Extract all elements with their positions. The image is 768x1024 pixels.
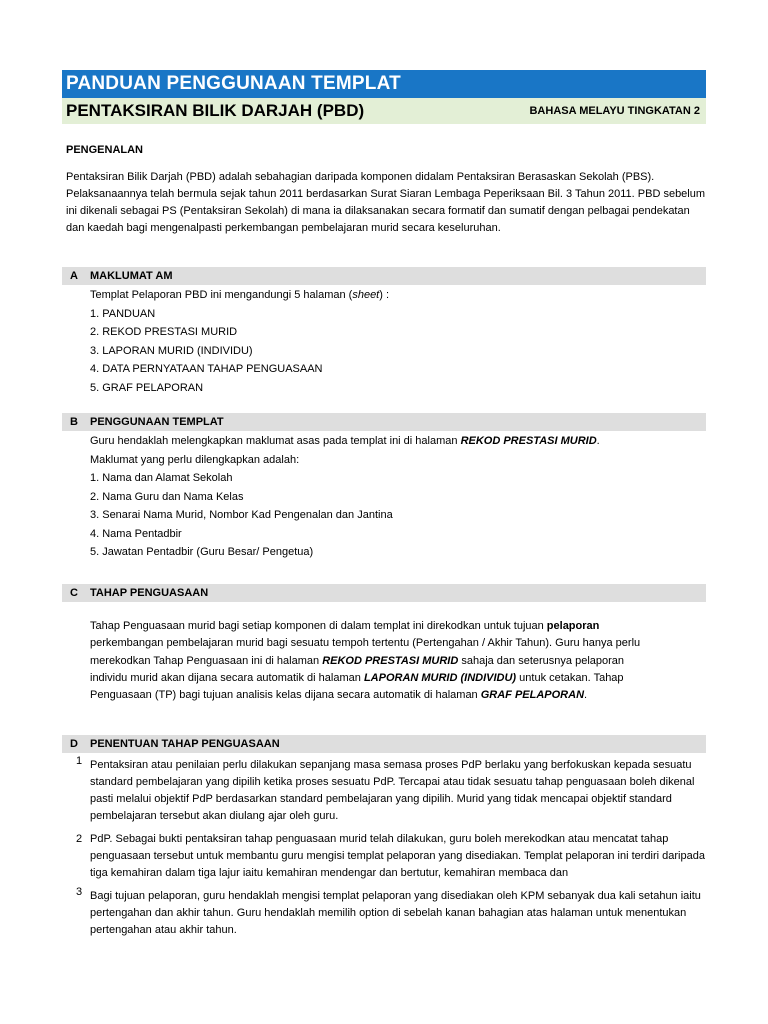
item-text: Pentaksiran atau penilaian perlu dilakukan sepanjang masa semasa proses PdP berlaku yang berfokuskan kepada sesuatu standard pembelajaran yang dipilih ketika proses sesuatu PdP. Tercapai atau tidak sesuatu tahap penguasaan boleh dikenal pasti melalui objektif PdP berdasarkan standard pembelajaran yang dipilih. Murid yang tidak mencapai objektif standard pembelajaran tersebut akan diulang ajar oleh guru.: [90, 759, 695, 822]
section-b-line2: Maklumat yang perlu dilengkapkan adalah:: [90, 453, 300, 466]
section-title: PENGGUNAAN TEMPLAT: [90, 416, 224, 428]
section-d-item-2: [76, 831, 706, 883]
item-number: 3: [76, 886, 83, 898]
section-letter: B: [70, 416, 78, 428]
subtitle-bar: [62, 98, 706, 124]
list-item: 4. DATA PERNYATAAN TAHAP PENGUASAAN: [90, 363, 323, 375]
section-letter: D: [70, 738, 78, 750]
item-text: Bagi tujuan pelaporan, guru hendaklah mengisi templat pelaporan yang disediakan oleh KPM sebanyak dua kali setahun iaitu pertengahan dan akhir tahun. Guru hendaklah memilih option di sebelah kanan bahagian atas halaman untuk menentukan pertengahan atau akhir tahun.: [90, 890, 701, 936]
list-item: 1. Nama dan Alamat Sekolah: [90, 472, 233, 484]
section-letter: A: [70, 270, 78, 282]
list-item: 4. Nama Pentadbir: [90, 527, 182, 540]
section-letter: C: [70, 587, 78, 599]
section-b-header: [62, 413, 706, 431]
section-a-header: [62, 267, 706, 285]
list-item: 5. GRAF PELAPORAN: [90, 381, 204, 394]
intro-heading: PENGENALAN: [66, 144, 144, 156]
section-title: TAHAP PENGUASAAN: [90, 587, 209, 599]
section-title: MAKLUMAT AM: [90, 270, 173, 282]
list-item: 2. Nama Guru dan Nama Kelas: [90, 490, 244, 503]
section-d-header: [62, 735, 706, 753]
section-c-paragraph: Tahap Penguasaan murid bagi setiap komponen di dalam templat ini direkodkan untuk tujuan pelaporan perkembangan pembelajaran murid bagi sesuatu tempoh tertentu (Pertengahan / Akhir Tahun). Guru hanya perlu merekodkan Tahap Penguasaan ini di halaman REKOD PRESTASI MURID sahaja dan seterusnya pelaporan individu murid akan dijana secara automatik di halaman LAPORAN MURID (INDIVIDU) untuk cetakan. Tahap Penguasaan (TP) bagi tujuan analisis kelas dijana secara automatik di halaman GRAF PELAPORAN.: [90, 620, 641, 702]
section-d-item-1: [76, 757, 706, 827]
intro-paragraph: Pentaksiran Bilik Darjah (PBD) adalah sebahagian daripada komponen didalam Pentaksiran Berasaskan Sekolah (PBS). Pelaksanaannya telah bermula sejak tahun 2011 berdasarkan Surat Siaran Lembaga Peperiksaan Bil. 3 Tahun 2011. PBD sebelum ini dikenali sebagai PS (Pentaksiran Sekolah) di mana ia dilaksanakan secara formatif dan sumatif dengan pelbagai pendekatan dan kaedah bagi mengenalpasti perkembangan pembelajaran murid secara keseluruhan.: [66, 171, 706, 234]
document-title: PANDUAN PENGGUNAAN TEMPLAT: [62, 70, 706, 98]
subject-label: BAHASA MELAYU TINGKATAN 2: [529, 105, 700, 117]
section-b-line1: Guru hendaklah melengkapkan maklumat asas pada templat ini di halaman REKOD PRESTASI MURID.: [90, 435, 600, 447]
section-c-header: [62, 584, 706, 602]
section-d-item-3: [76, 888, 706, 940]
list-item: 3. LAPORAN MURID (INDIVIDU): [90, 344, 253, 357]
document-subtitle: PENTAKSIRAN BILIK DARJAH (PBD): [66, 101, 365, 120]
section-a-content: [90, 286, 706, 397]
list-item: 5. Jawatan Pentadbir (Guru Besar/ Pengetua): [90, 546, 314, 558]
list-item: 1. PANDUAN: [90, 307, 156, 320]
item-text: PdP. Sebagai bukti pentaksiran tahap penguasaan murid telah dilakukan, guru boleh merekodkan atau mencatat tahap penguasaan tersebut untuk membantu guru mengisi templat pelaporan yang disediakan. Templat pelaporan ini terdiri daripada tiga kemahiran dalam tiga lajur iaitu kemahiran mendengar dan bertutur, kemahiran membaca dan: [90, 833, 705, 879]
section-title: PENENTUAN TAHAP PENGUASAAN: [90, 738, 280, 750]
list-item: 2. REKOD PRESTASI MURID: [90, 326, 238, 338]
item-number: 1: [76, 755, 83, 767]
item-number: 2: [76, 833, 83, 845]
list-item: 3. Senarai Nama Murid, Nombor Kad Pengenalan dan Jantina: [90, 509, 393, 521]
section-a-intro: Templat Pelaporan PBD ini mengandungi 5 halaman (sheet) :: [90, 289, 390, 301]
section-b-content: [90, 432, 706, 562]
